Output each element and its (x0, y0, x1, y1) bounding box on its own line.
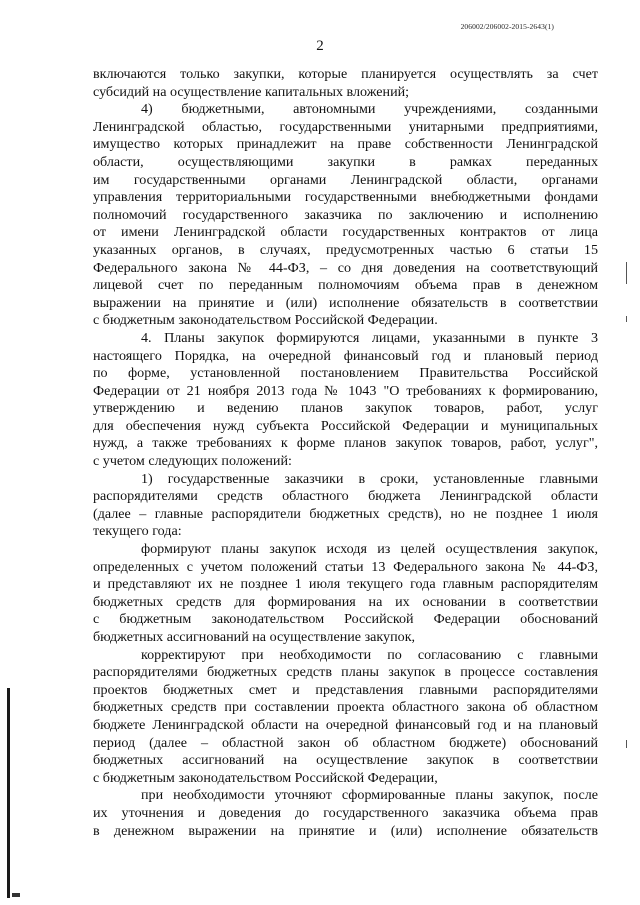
text-line: с бюджетным законодательством Российской Федерации обоснований (93, 611, 598, 628)
text-line: бюджетных ассигнований на осуществление закупок, (93, 629, 416, 645)
text-line: при необходимости уточняют сформированные планы закупок, после (141, 787, 598, 804)
text-line: корректируют при необходимости по согласованию с главными (141, 646, 598, 663)
text-line: нужд, а также требованиях к форме планов закупок товаров, работ, услуг", (93, 435, 598, 452)
text-line: включаются только закупки, которые планируется осуществлять за счет (93, 66, 598, 82)
text-line: им государственными органами Ленинградской области, органами (93, 171, 598, 188)
text-line: управления территориальными государственными внебюджетными фондами (93, 189, 598, 206)
text-line: утверждению и ведению планов закупок товаров, работ, услуг (93, 400, 598, 417)
text-line: Федерации от 21 ноября 2013 года № 1043 "О требованиях к формированию, (93, 382, 598, 399)
text-line: лицевой счет по переданным полномочиям объема прав в денежном (93, 277, 598, 294)
text-line: их уточнения и доведения до государственного заказчика объема прав (93, 804, 598, 821)
text-line: бюджетных средств при составлении проекта областного закона об областном (93, 699, 598, 716)
text-line: и представляют их не позднее 1 июля текущего года главным распорядителям (93, 576, 598, 593)
text-line: с бюджетным законодательством Российской Федерации. (93, 312, 438, 329)
text-line: (далее – главные распорядители бюджетных средств), но не позднее 1 июля (93, 505, 598, 522)
text-line: по форме, установленной постановлением Правительства Российской (93, 365, 598, 382)
text-line: распорядителями бюджетных средств планы закупок в процессе составления (93, 664, 598, 681)
text-line: бюджетных ассигнований на осуществление закупок в соответствии (93, 752, 598, 769)
text-line: указанных органов, в случаях, предусмотренных частью 6 статьи 15 (93, 241, 598, 258)
text-line: определенных с учетом положений статьи 13 Федерального закона № 44-ФЗ, (93, 558, 598, 575)
document-id: 206002/206002-2015-2643(1) (460, 22, 554, 31)
text-line: субсидий на осуществление капитальных вложений; (93, 83, 410, 100)
text-line: бюджете Ленинградской области на очередной финансовый год и на плановый (93, 716, 598, 733)
text-line: от имени Ленинградской области государственных контрактов от лица (93, 224, 598, 241)
margin-mark (626, 262, 627, 284)
text-line: 4. Планы закупок формируются лицами, указанными в пункте 3 (141, 329, 598, 346)
margin-mark (626, 316, 627, 322)
text-line: для обеспечения нужд субъекта Российской Федерации и муниципальных (93, 417, 598, 434)
text-line: Ленинградской областью, государственными унитарными предприятиями, (93, 118, 598, 135)
text-line: проектов бюджетных смет и представления главными распорядителями (93, 681, 598, 698)
text-line: формируют планы закупок исходя из целей осуществления закупок, (141, 541, 598, 558)
text-line: выражении на принятие и (или) исполнение обязательств в соответствии (93, 294, 598, 311)
text-line: текущего года: (93, 523, 182, 540)
text-line: имущество которых принадлежит на праве собственности Ленинградской (93, 136, 598, 153)
text-line: бюджетных средств для формирования на их основании в соответствии (93, 593, 598, 610)
text-line: Федерального закона № 44-ФЗ, – со дня доведения на соответствующий (93, 259, 598, 276)
scan-edge-mark (7, 688, 10, 898)
text-line: области, осуществляющими закупки в рамках переданных (93, 153, 598, 170)
text-line: с учетом следующих положений: (93, 453, 292, 470)
margin-mark (626, 740, 627, 748)
page-number: 2 (316, 38, 324, 54)
text-line: настоящего Порядка, на очередной финансовый год и плановый период (93, 347, 598, 364)
text-line: 1) государственные заказчики в сроки, установленные главными (141, 470, 598, 487)
text-line: полномочий государственного заказчика по заключению и исполнению (93, 206, 598, 223)
text-line: с бюджетным законодательством Российской Федерации, (93, 769, 438, 786)
text-line: период (далее – областной закон об областном бюджете) обоснований (93, 734, 598, 751)
text-line: распорядителями средств областного бюджета Ленинградской области (93, 488, 598, 505)
text-line: в денежном выражении на принятие и (или) исполнение обязательств (93, 822, 598, 839)
text-line: 4) бюджетными, автономными учреждениями, созданными (141, 101, 598, 118)
document-body (93, 66, 598, 840)
scan-corner-mark (12, 893, 20, 897)
